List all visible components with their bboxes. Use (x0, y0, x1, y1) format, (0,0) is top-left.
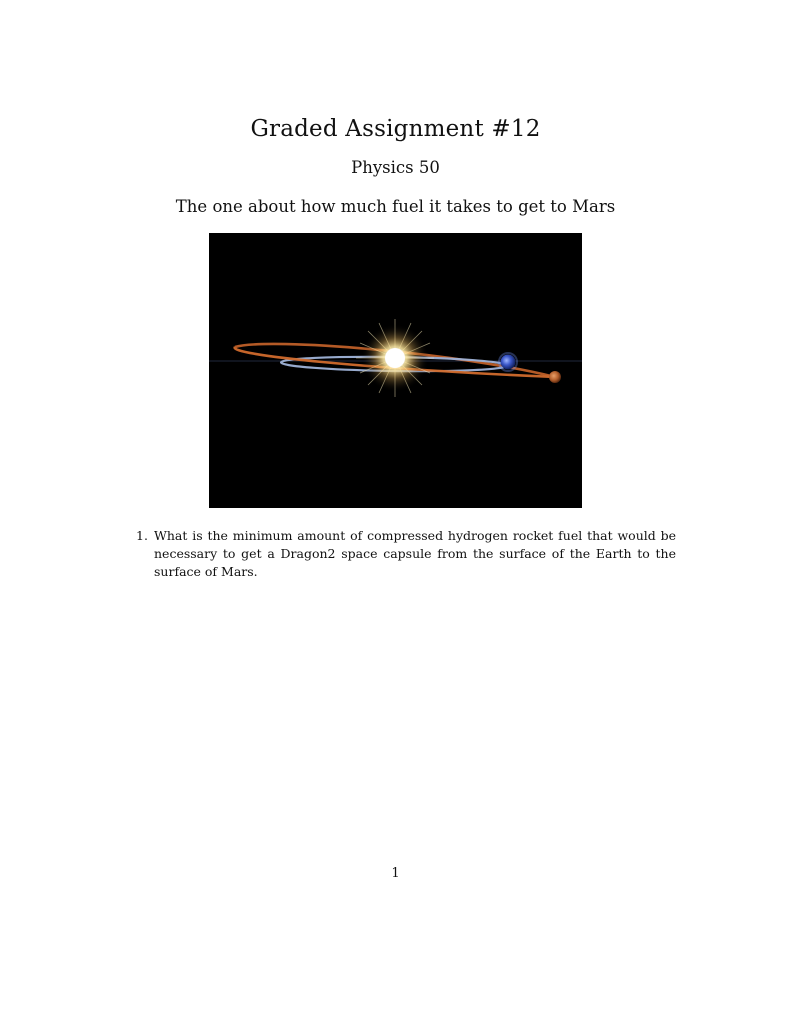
solar-system-figure (209, 233, 582, 508)
question-list (136, 527, 676, 581)
question-text: What is the minimum amount of compressed hydrogen rocket fuel that would be necessary to get a Dragon2 space capsule from the surface of the Earth to the surface of Mars. (154, 528, 676, 579)
question-item (136, 527, 676, 581)
earth-icon (501, 355, 516, 370)
course-name: Physics 50 (351, 158, 440, 177)
assignment-subtitle: The one about how much fuel it takes to get to Mars (175, 197, 616, 216)
mars-icon (549, 371, 561, 383)
page-title: Graded Assignment #12 (250, 116, 541, 142)
question-number: 1. (136, 528, 148, 543)
orbit-illustration (209, 233, 582, 508)
page-number: 1 (391, 866, 400, 881)
